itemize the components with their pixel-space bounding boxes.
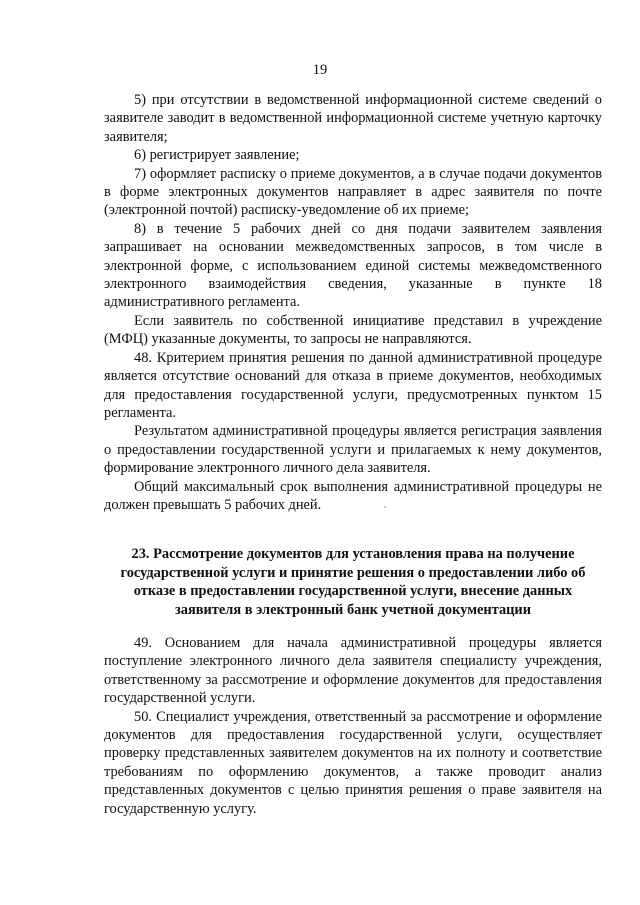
paragraph: 49. Основанием для начала административной процедуры является поступление электронного личного дела заявителя специалисту учреждения, ответственному за рассмотрение и оформление документов для предоставления государственной услуги. xyxy=(104,635,602,707)
paragraph: 8) в течение 5 рабочих дней со дня подачи заявителем заявления запрашивает на основании межведомственных запросов, в том числе в электронной форме, с использованием единой системы межведомственного электронного взаимодействия сведения, указанные в пункте 18 административного регламента. xyxy=(104,220,602,311)
paragraph: 6) регистрирует заявление; xyxy=(134,147,300,164)
scan-speck xyxy=(384,506,386,508)
paragraph: Если заявитель по собственной инициативе представил в учреждение (МФЦ) указанные документы, то запросы не направляются. xyxy=(104,312,602,348)
text-block-top xyxy=(104,91,602,514)
paragraph: Результатом административной процедуры является регистрация заявления о предоставлении государственной услуги и прилагаемых к нему документов, формирование электронного личного дела заявителя. xyxy=(104,423,602,477)
section-heading: 23. Рассмотрение документов для установления права на получение государственной услуги и принятие решения о предоставлении либо об отказе в предоставлении государственной услуги, внесение данных заявителя в электронный банк учетной документации xyxy=(120,546,586,618)
paragraph: 7) оформляет расписку о приеме документов, а в случае подачи документов в форме электронных документов направляет в адрес заявителя по почте (электронной почтой) расписку-уведомление об их приеме; xyxy=(104,165,602,219)
page-number: 19 xyxy=(312,62,328,78)
paragraph: 48. Критерием принятия решения по данной административной процедуре является отсутствие оснований для отказа в приеме документов, необходимых для предоставления государственной услуги, предусмотренных пунктом 15 регламента. xyxy=(104,349,602,421)
paragraph: 50. Специалист учреждения, ответственный за рассмотрение и оформление документов для предоставления государственной услуги, осуществляет проверку представленных заявителем документов на их полноту и соответствие требованиям по оформлению документов, а также проводит анализ представленных документов с целью принятия решения о праве заявителя на государственную услугу. xyxy=(104,708,602,817)
text-block-bottom xyxy=(104,634,602,818)
paragraph: Общий максимальный срок выполнения административной процедуры не должен превышать 5 рабочих дней. xyxy=(104,478,602,513)
paragraph: 5) при отсутствии в ведомственной информационной системе сведений о заявителе заводит в ведомственной информационной системе учетную карточку заявителя; xyxy=(104,92,602,145)
